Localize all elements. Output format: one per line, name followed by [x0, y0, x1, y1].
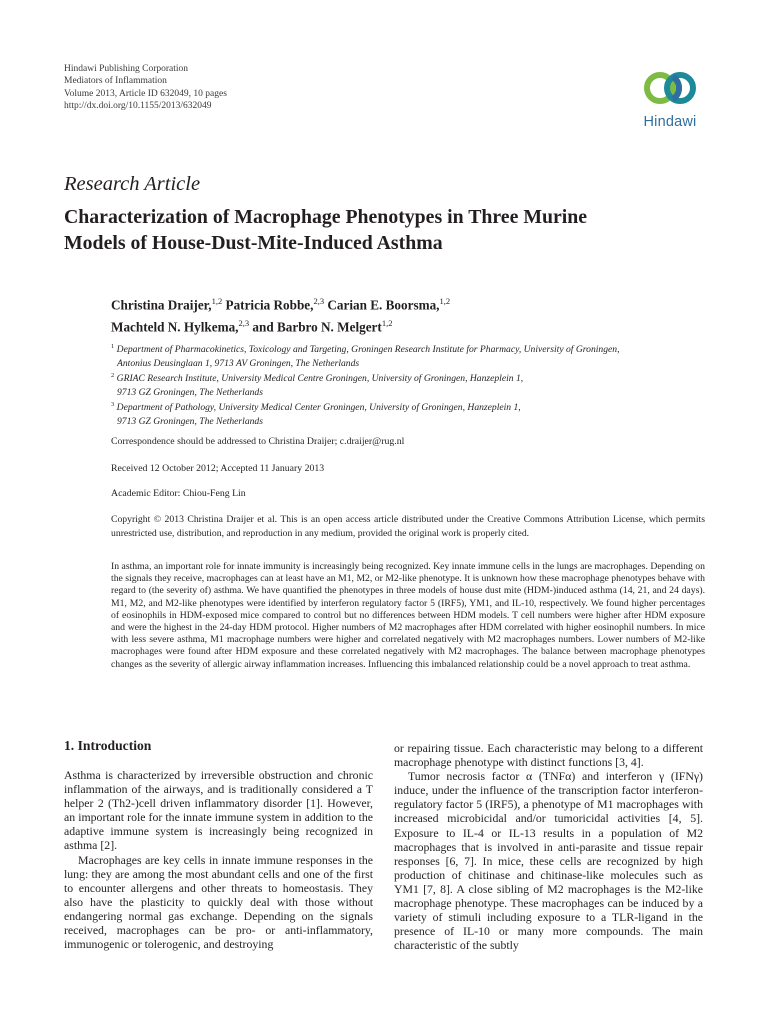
- publisher-name: Hindawi Publishing Corporation: [64, 64, 189, 74]
- author-name: Christina Draijer,: [111, 297, 212, 313]
- section-heading: 1. Introduction: [64, 738, 152, 753]
- author-list: [111, 292, 450, 337]
- logo-wordmark: Hindawi: [643, 114, 697, 130]
- author-name: Patricia Robbe,: [222, 297, 314, 313]
- author-affil: 1,2: [381, 318, 393, 329]
- author-affil: 1,2: [211, 296, 223, 306]
- author-line-1: [111, 292, 450, 314]
- correspondence: Correspondence should be addressed to Christina Draijer; c.draijer@rug.nl: [111, 436, 405, 447]
- affiliation-line: 9713 GZ Groningen, The Netherlands: [117, 386, 263, 398]
- body-paragraph: Asthma is characterized by irreversible obstruction and chronic inflammation of the airways, and is traditionally considered a T helper 2 (Th2-)cell driven inflammatory disorder [1]. However, an important role for the innate immune system in addition to the adaptive immune system is increasingly being recognized in asthma [2].: [64, 768, 373, 853]
- affiliation-line: [111, 398, 711, 415]
- affiliation-text: GRIAC Research Institute, University Medical Centre Groningen, University of Groningen, Hanzeplein 1,: [116, 373, 524, 385]
- doi-link[interactable]: http://dx.doi.org/10.1155/2013/632049: [64, 101, 212, 112]
- author-name: Carian E. Boorsma,: [324, 297, 440, 313]
- abstract: In asthma, an important role for innate immunity is increasingly being recognized. Key innate immune cells in the lungs are macrophages. Depending on the signals they receive, macrophages can at least have an M1, M2, or M2-like phenotype. It is unknown how these macrophage phenotypes behave with regard to (the severity of) asthma. We have quantified the phenotypes in three models of house dust mite (HDM-)induced asthma (14, 21, and 24 days). M1, M2, and M2-like phenotypes were identified by interferon regulatory factor 5 (IRF5), YM1, and IL-10, respectively. We found higher percentages of eosinophils in HDM-exposed mice compared to control but no differences between HDM models. T cell numbers were higher after HDM exposure and were the highest in the 24-day HDM protocol. Higher numbers of M2 macrophages after HDM correlated with higher eosinophil numbers. In mice with less severe asthma, M1 macrophage numbers were higher and correlated negatively with M2 macrophages numbers. Lower numbers of M2-like macrophages were found after HDM exposure and these correlated negatively with M2 macrophages. The balance between macrophage phenotypes changes as the severity of allergic airway inflammation increases. Influencing this imbalanced relationship could be a novel approach to treat asthma.: [111, 561, 705, 670]
- author-name: and Barbro N. Melgert: [249, 319, 382, 335]
- title-line-2: Models of House-Dust-Mite-Induced Asthma: [64, 232, 443, 254]
- hindawi-logo-icon: [632, 64, 708, 114]
- journal-header: [64, 63, 227, 113]
- affiliation-number: 3: [111, 401, 115, 408]
- affiliation-line: [111, 369, 711, 386]
- received-dates: Received 12 October 2012; Accepted 11 January 2013: [111, 463, 325, 474]
- author-affil: 2,3: [313, 296, 325, 306]
- affiliation-line: Antonius Deusinglaan 1, 9713 AV Groningen, The Netherlands: [117, 357, 360, 369]
- author-line-2: [111, 314, 450, 336]
- title-line-1: Characterization of Macrophage Phenotypes in Three Murine: [64, 206, 588, 228]
- affiliation-number: 1: [111, 343, 115, 350]
- body-column-right: [394, 741, 703, 952]
- author-affil: 2,3: [238, 318, 250, 329]
- copyright-notice: Copyright © 2013 Christina Draijer et al. This is an open access article distributed under the Creative Commons Attribution License, which permits unrestricted use, distribution, and reproduction in any medium, provided the original work is properly cited.: [111, 514, 705, 539]
- body-paragraph: or repairing tissue. Each characteristic may belong to a different macrophage phenotype with distinct functions [3, 4].: [394, 741, 703, 770]
- body-paragraph: Tumor necrosis factor α (TNFα) and interferon γ (IFNγ) induce, under the influence of the transcription factor interferon-regulatory factor 5 (IRF5), a phenotype of M1 macrophages with increased microbicidal and/or tumoricidal activities [4, 5]. Exposure to IL-4 or IL-13 results in a population of M2 macrophages that is involved in anti-parasite and tissue repair responses [6, 7]. In mice, these cells are recognized by high production of chitinase and chitinase-like molecules such as YM1 [7, 8]. A close sibling of M2 macrophages is the M2-like macrophage phenotype. These macrophages can be induced by a variety of stimuli including exposure to a TLR-ligand in the presence of IL-10 or many more compounds. The main characteristic of the subtly: [394, 769, 703, 953]
- academic-editor: Academic Editor: Chiou-Feng Lin: [111, 488, 246, 499]
- article-title: [64, 204, 704, 256]
- affiliation-line: 9713 GZ Groningen, The Netherlands: [117, 415, 263, 427]
- article-type: Research Article: [64, 173, 201, 195]
- affiliation-2: [111, 369, 711, 399]
- affiliation-line: [111, 340, 711, 357]
- affiliation-number: 2: [111, 372, 115, 379]
- hindawi-logo: [632, 64, 708, 134]
- body-column-left: [64, 768, 373, 951]
- affiliation-text: Department of Pathology, University Medical Center Groningen, University of Groningen, Hanzeplein 1,: [116, 402, 521, 414]
- affiliation-1: [111, 340, 711, 370]
- author-affil: 1,2: [439, 296, 451, 306]
- affiliation-text: Department of Pharmacokinetics, Toxicology and Targeting, Groningen Research Institute for Pharmacy, University of Groningen,: [116, 344, 620, 356]
- journal-name: Mediators of Inflammation: [64, 76, 167, 87]
- author-name: Machteld N. Hylkema,: [111, 319, 239, 335]
- volume-info: Volume 2013, Article ID 632049, 10 pages: [64, 88, 227, 99]
- body-paragraph: Macrophages are key cells in innate immune responses in the lung: they are among the most abundant cells and one of the first to encounter allergens and other threats to homeostasis. They also have the plasticity to quickly deal with those without endangering normal gas exchange. Depending on the signals received, macrophages can be pro- or anti-inflammatory, immunogenic or tolerogenic, and destroying: [64, 852, 373, 952]
- affiliation-3: [111, 398, 711, 428]
